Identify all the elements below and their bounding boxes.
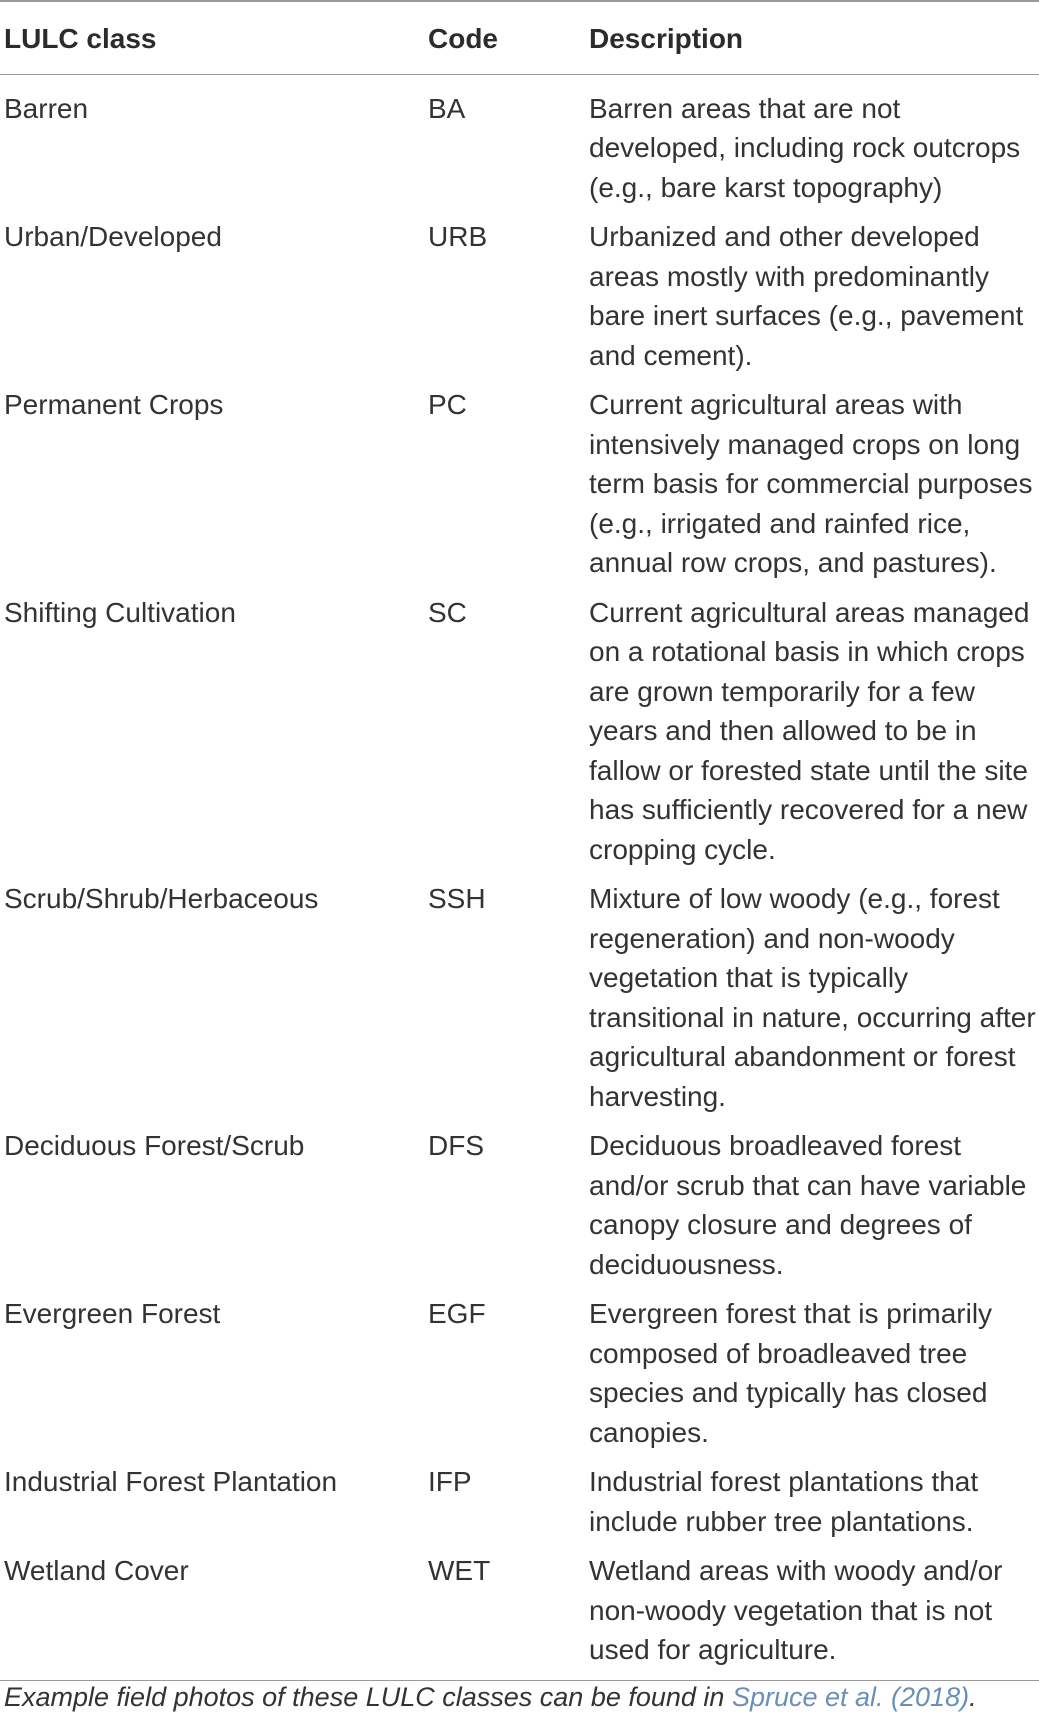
cell-code: BA <box>428 92 466 124</box>
table-row <box>0 375 1039 583</box>
cell-description: Current agricultural areas managed on a rotational basis in which crops are grown temporarily for a few years and then allowed to be in fallow or forested state until the site has sufficiently recovered for a new cropping cycle. <box>589 596 1030 865</box>
cell-description: Mixture of low woody (e.g., forest regeneration) and non-woody vegetation that is typically transitional in nature, occurring after agricultural abandonment or forest harvesting. <box>589 883 1036 1112</box>
cell-code: WET <box>428 1555 491 1587</box>
cell-description: Current agricultural areas with intensively managed crops on long term basis for commercial purposes (e.g., irrigated and rainfed rice, annual row crops, and pastures). <box>589 389 1033 579</box>
cell-lulc-class: Scrub/Shrub/Herbaceous <box>4 883 319 915</box>
cell-lulc-class: Deciduous Forest/Scrub <box>4 1130 305 1162</box>
cell-description: Wetland areas with woody and/or non-woody vegetation that is not used for agriculture. <box>589 1555 1003 1666</box>
table-row <box>0 1452 1039 1541</box>
cell-code: IFP <box>428 1466 472 1498</box>
cell-code: DFS <box>428 1130 484 1162</box>
table-row <box>0 1541 1039 1680</box>
table-body <box>0 74 1039 1680</box>
header-lulc-class: LULC class <box>4 23 157 54</box>
table-header <box>0 1 1039 74</box>
cell-description: Barren areas that are not developed, including rock outcrops (e.g., bare karst topography) <box>589 92 1021 203</box>
table-row <box>0 1116 1039 1284</box>
table-footnote <box>4 1681 977 1713</box>
header-description: Description <box>589 23 744 54</box>
cell-code: EGF <box>428 1298 486 1330</box>
table-row <box>0 74 1039 207</box>
cell-lulc-class: Barren <box>4 92 89 124</box>
cell-lulc-class: Wetland Cover <box>4 1555 189 1587</box>
cell-lulc-class: Urban/Developed <box>4 221 222 253</box>
footnote-suffix: . <box>969 1682 977 1712</box>
table-row <box>0 207 1039 375</box>
cell-description: Evergreen forest that is primarily composed of broadleaved tree species and typically has closed canopies. <box>589 1298 993 1448</box>
header-row <box>0 1 1039 74</box>
cell-code: SSH <box>428 883 486 915</box>
cell-lulc-class: Evergreen Forest <box>4 1298 221 1330</box>
cell-code: PC <box>428 389 467 421</box>
cell-lulc-class: Industrial Forest Plantation <box>4 1466 338 1498</box>
cell-lulc-class: Permanent Crops <box>4 389 224 421</box>
footnote-text: Example field photos of these LULC classes can be found in <box>4 1682 732 1712</box>
cell-description: Industrial forest plantations that include rubber tree plantations. <box>589 1466 979 1537</box>
header-code: Code <box>428 23 498 54</box>
cell-lulc-class: Shifting Cultivation <box>4 596 236 628</box>
citation-link[interactable]: Spruce et al. (2018) <box>731 1682 970 1712</box>
cell-code: SC <box>428 596 467 628</box>
table-row <box>0 583 1039 870</box>
table-row <box>0 869 1039 1116</box>
cell-description: Deciduous broadleaved forest and/or scrub that can have variable canopy closure and degrees of deciduousness. <box>589 1130 1027 1280</box>
cell-code: URB <box>428 221 488 253</box>
table-row <box>0 1284 1039 1452</box>
cell-description: Urbanized and other developed areas mostly with predominantly bare inert surfaces (e.g., pavement and cement). <box>589 221 1024 371</box>
